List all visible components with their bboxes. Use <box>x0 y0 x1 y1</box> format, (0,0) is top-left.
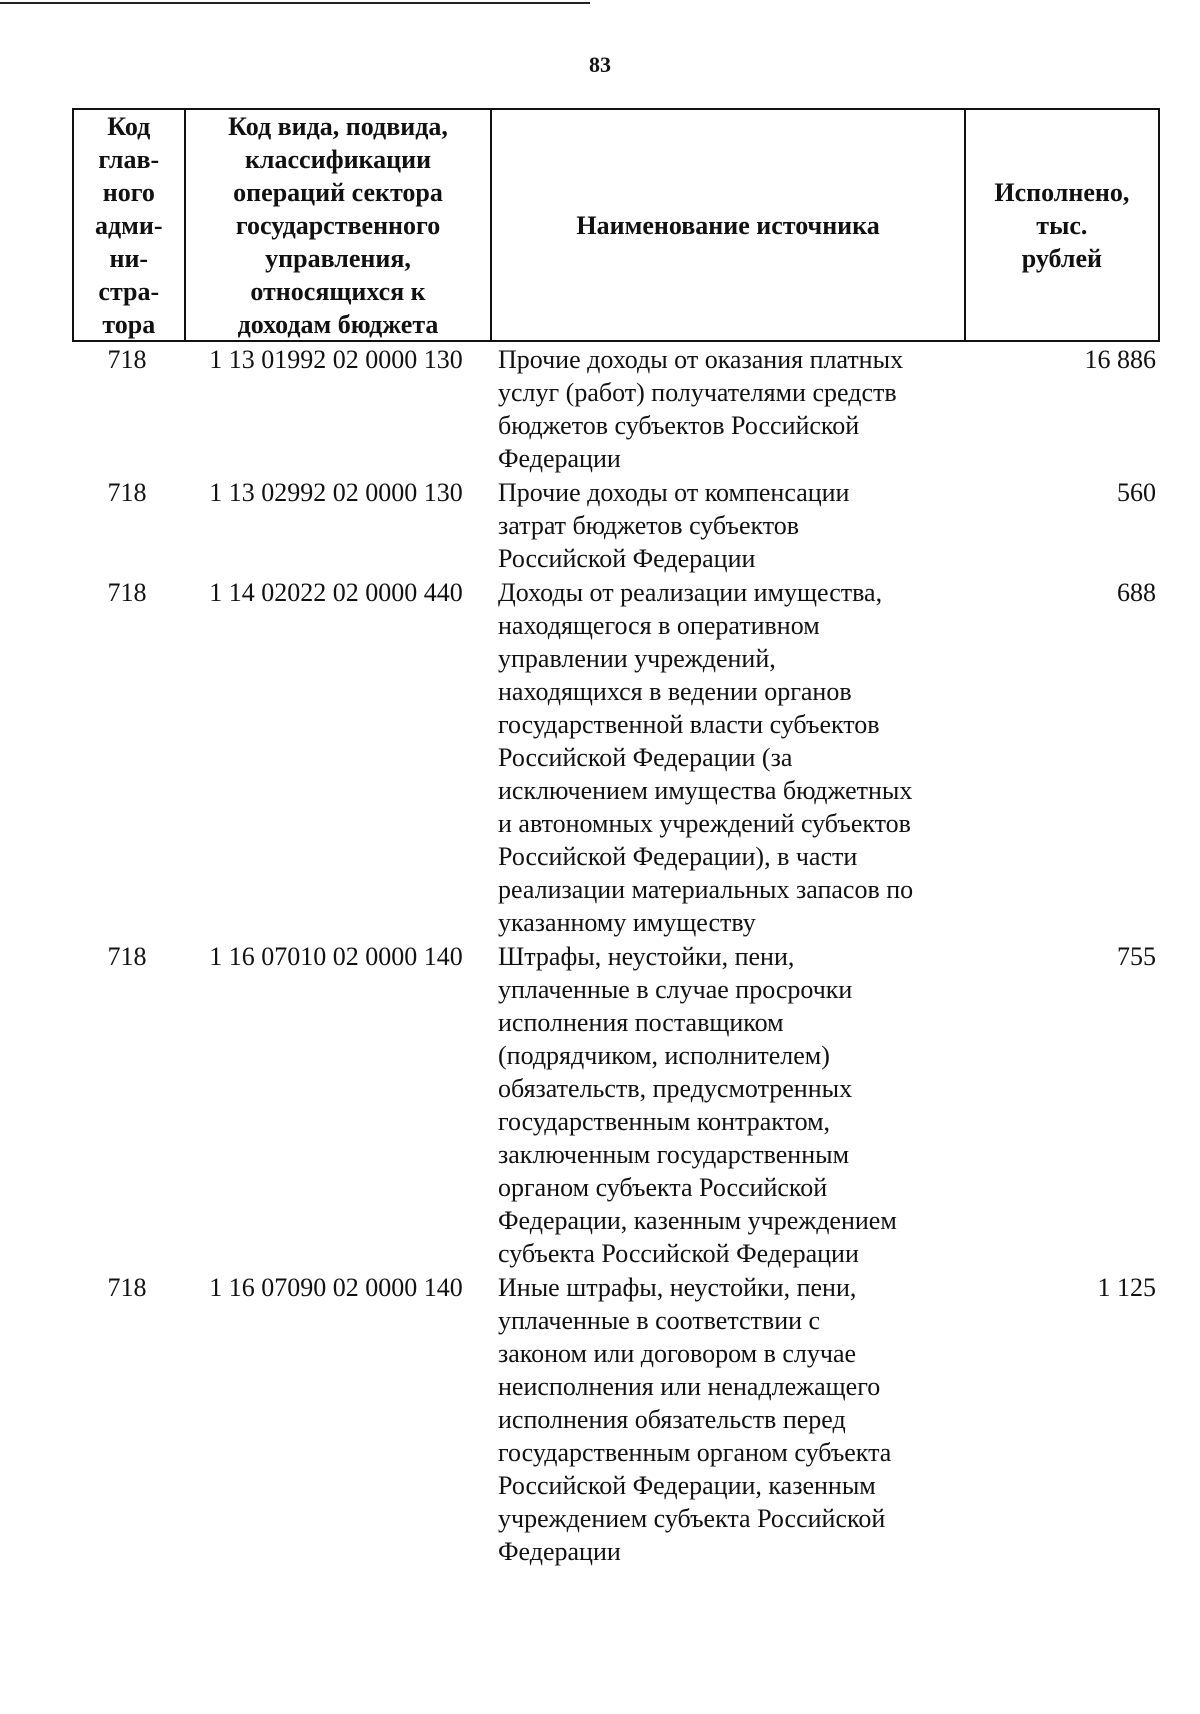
source-name-cell: Прочие доходы от компенсации затрат бюджетов субъектов Российской Федерации <box>498 478 850 573</box>
executed-amount-cell: 755 <box>1117 942 1156 971</box>
table-row <box>72 939 1160 1270</box>
source-name-cell: Иные штрафы, неустойки, пени, уплаченные в соответствии с законом или договором в случае неисполнения или ненадлежащего исполнения обязательств перед государственным органом субъекта Российской Федерации, казенным учреждением субъекта Российской Федерации <box>498 1273 892 1566</box>
table-row <box>72 342 1160 475</box>
admin-code-cell: 718 <box>107 478 147 507</box>
top-rule <box>0 2 590 4</box>
admin-code-cell: 718 <box>107 942 147 971</box>
revenue-code-cell: 1 16 07010 02 0000 140 <box>209 942 463 971</box>
header-revenue-code: Код вида, подвида, классификации операций сектора государственного управления, относящихся к доходам бюджета <box>184 110 491 340</box>
admin-code-cell: 718 <box>107 1273 147 1302</box>
executed-amount-cell: 1 125 <box>1097 1273 1156 1302</box>
revenue-code-cell: 1 14 02022 02 0000 440 <box>209 578 463 607</box>
table-row <box>72 575 1160 939</box>
executed-amount-cell: 688 <box>1117 578 1156 607</box>
executed-amount-cell: 560 <box>1117 478 1156 507</box>
executed-amount-cell: 16 886 <box>1084 345 1156 374</box>
table-row <box>72 1270 1160 1568</box>
header-source-name: Наименование источника <box>490 110 963 340</box>
admin-code-cell: 718 <box>107 345 147 374</box>
table-header <box>72 108 1160 342</box>
source-name-cell: Прочие доходы от оказания платных услуг (работ) получателями средств бюджетов субъектов Российской Федерации <box>498 345 904 473</box>
source-name-cell: Штрафы, неустойки, пени, уплаченные в случае просрочки исполнения поставщиком (подрядчиком, исполнителем) обязательств, предусмотренных государственным контрактом, заключенным государственным органом субъекта Российской Федерации, казенным учреждением субъекта Российской Федерации <box>498 942 897 1268</box>
header-executed: Исполнено, тыс. рублей <box>964 110 1158 340</box>
table-body <box>72 342 1160 1568</box>
revenue-code-cell: 1 13 01992 02 0000 130 <box>209 345 463 374</box>
page-number: 83 <box>589 52 611 77</box>
source-name-cell: Доходы от реализации имущества, находящегося в оперативном управлении учреждений, находящихся в ведении органов государственной власти субъектов Российской Федерации (за исключением имущества бюджетных и автономных учреждений субъектов Российской Федерации), в части реализации материальных запасов по указанному имуществу <box>498 578 914 937</box>
revenue-code-cell: 1 16 07090 02 0000 140 <box>209 1273 463 1302</box>
header-admin-code: Код глав- ного адми- ни- стра- тора <box>95 111 163 339</box>
table-row <box>72 475 1160 575</box>
admin-code-cell: 718 <box>107 578 147 607</box>
revenue-code-cell: 1 13 02992 02 0000 130 <box>209 478 463 507</box>
